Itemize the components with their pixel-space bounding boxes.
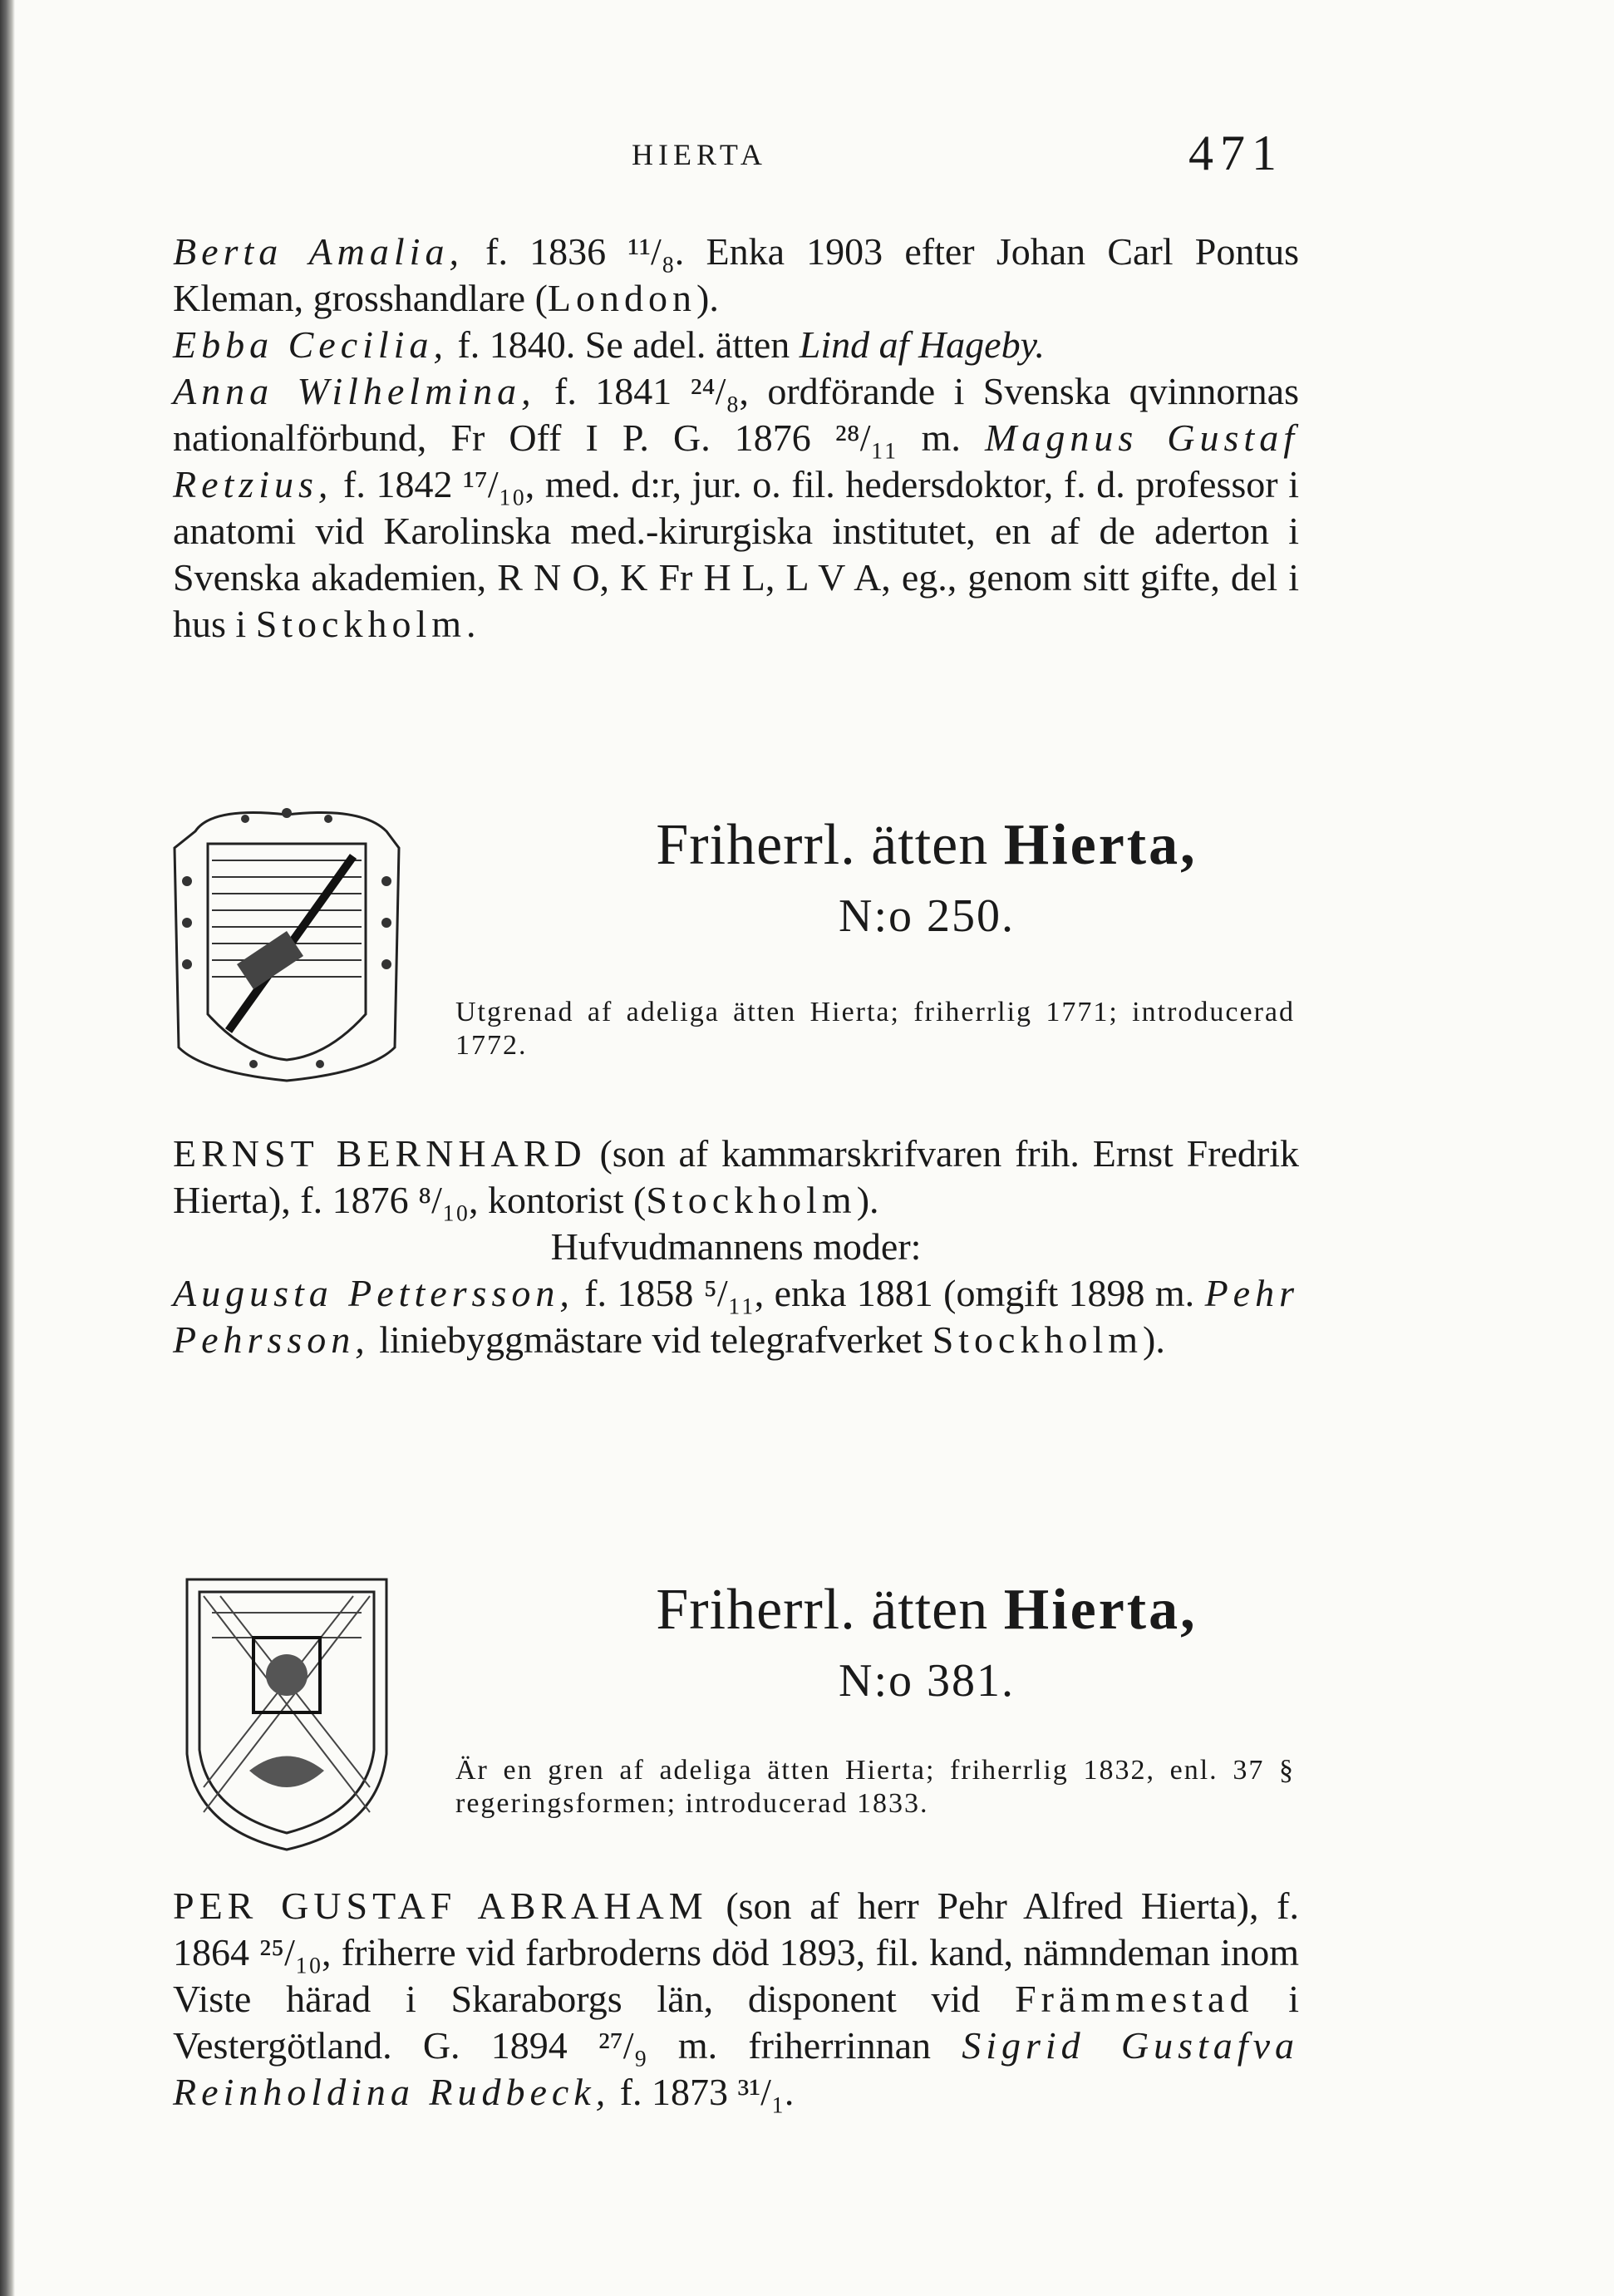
daughters-list [173, 229, 1299, 648]
entry-ernst-bernhard: ERNST BERNHARD (son af kammarskrifvaren frih. Ernst Fredrik Hierta), f. 1876 ⁸/₁₀, kontorist (Stockholm). Hufvudmannens moder: Augusta Pettersson, f. 1858 ⁵/₁₁, enka 1881 (omgift 1898 m. Pehr Pehrsson, liniebyggmästare vid telegrafverket Stockholm). [173, 1132, 1299, 1361]
family-note-381: Är en gren af adeliga ätten Hierta; friherrlig 1832, enl. 37 § regeringsformen; introducerad 1833. [455, 1755, 1295, 1819]
entry-per-gustaf-abraham: PER GUSTAF ABRAHAM (son af herr Pehr Alfred Hierta), f. 1864 ²⁵/₁₀, friherre vid farbroderns död 1893, fil. kand, nämndeman inom Viste härad i Skaraborgs län, disponent vid Främmestad i Vestergötland. G. 1894 ²⁷/₉ m. friherrinnan Sigrid Gustafva Reinholdina Rudbeck, f. 1873 ³¹/₁. [173, 1885, 1300, 2113]
book-spine-shadow [0, 0, 15, 2296]
entry-ebba: Ebba Cecilia, f. 1840. Se adel. ätten Lind af Hageby. [173, 323, 1045, 366]
entry-anna: Anna Wilhelmina, f. 1841 ²⁴/₈, ordförande i Svenska qvinnornas nationalförbund, Fr Off I P. G. 1876 ²⁸/₁₁ m. Magnus Gustaf Retzius, f. 1842 ¹⁷/₁₀, med. d:r, jur. o. fil. hedersdoktor, f. d. professor i anatomi vid Karolinska med.-kirurgiska institutet, en af de aderton i Svenska akademien, R N O, K Fr H L, L V A, eg., genom sitt gifte, del i hus i Stockholm. [173, 370, 1299, 645]
person-name: PER GUSTAF ABRAHAM [173, 1885, 708, 1927]
person-name: ERNST BERNHARD [173, 1132, 587, 1175]
page-header [0, 121, 1614, 195]
running-head: HIERTA [632, 138, 767, 171]
family-note-250: Utgrenad af adeliga ätten Hierta; friherrlig 1771; introducerad 1772. [455, 997, 1295, 1061]
person-name: Berta Amalia, [173, 230, 464, 273]
person-name: Anna Wilhelmina, [173, 370, 536, 412]
person-name: Augusta Pettersson, [173, 1272, 574, 1314]
family-title-250: Friherrl. ätten Hierta, N:o 250. [656, 813, 1198, 942]
entry-berta: Berta Amalia, f. 1836 ¹¹/₈. Enka 1903 efter Johan Carl Pontus Kleman, grosshandlare (London). [173, 230, 1300, 319]
coat-of-arms-381-icon [162, 1563, 411, 1862]
page-number: 471 [1188, 126, 1283, 180]
coat-of-arms-250 [162, 798, 411, 1097]
family-title-381: Friherrl. ätten Hierta, N:o 381. [656, 1578, 1198, 1707]
person-name: Ebba Cecilia, [173, 323, 448, 366]
coat-of-arms-381 [162, 1563, 411, 1862]
coat-of-arms-250-icon [162, 798, 411, 1097]
mother-heading: Hufvudmannens moder: [550, 1225, 922, 1268]
